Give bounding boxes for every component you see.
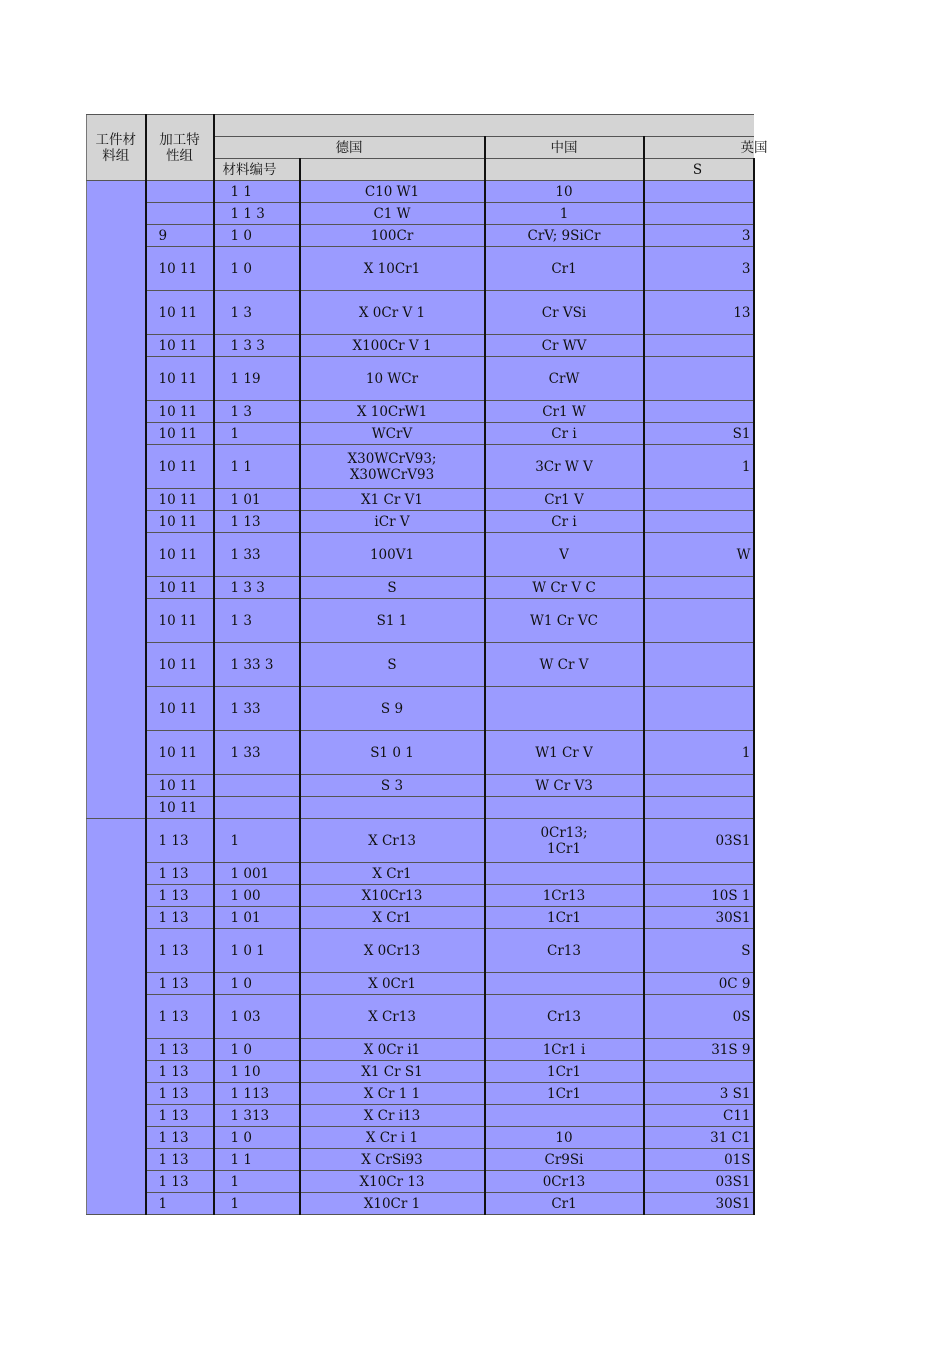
cell-c4: X 10Cr1 [300,247,485,291]
header-uk-grade: S [644,159,754,181]
cell-c4: S1 0 1 [300,731,485,775]
header-machining-group: 加工特 性组 [146,115,214,181]
cell-c3: 1 [214,819,300,863]
table-row [87,1171,754,1193]
cell-c6: S [644,929,754,973]
cell-c3: 1 0 [214,973,300,995]
cell-c3: 1 3 [214,291,300,335]
table-row [87,863,754,885]
cell-c3: 1 0 [214,247,300,291]
table-row [87,357,754,401]
cell-c2: 1 13 [146,1171,214,1193]
cell-c4: X 0Cr V 1 [300,291,485,335]
cell-c2: 10 11 [146,533,214,577]
cell-c3: 1 33 [214,533,300,577]
cell-c4: X 0Cr13 [300,929,485,973]
cell-c5: W Cr V [485,643,644,687]
table-row [87,533,754,577]
cell-c3 [214,797,300,819]
cell-c6: 0C 9 [644,973,754,995]
cell-c6: 10S 1 [644,885,754,907]
cell-c3: 1 313 [214,1105,300,1127]
cell-c4: iCr V [300,511,485,533]
table-row [87,1083,754,1105]
cell-c3: 1 [214,423,300,445]
cell-c2: 10 11 [146,599,214,643]
cell-c6: 03S1 [644,1171,754,1193]
cell-c3: 1 00 [214,885,300,907]
cell-c6 [644,401,754,423]
cell-c2: 10 11 [146,401,214,423]
cell-c5: 0Cr13; 1Cr1 [485,819,644,863]
cell-c5 [485,973,644,995]
cell-c2: 1 13 [146,863,214,885]
cell-c4: X10Cr 13 [300,1171,485,1193]
cell-c6: 1 [644,731,754,775]
cell-c4: X10Cr 1 [300,1193,485,1215]
cell-c4: X Cr1 [300,863,485,885]
cell-c4: X CrSi93 [300,1149,485,1171]
cell-c3: 1 01 [214,907,300,929]
cell-c5: Cr1 W [485,401,644,423]
cell-c5: 10 [485,181,644,203]
table-row [87,489,754,511]
cell-c3: 1 1 3 [214,203,300,225]
table-row [87,1105,754,1127]
cell-c2: 10 11 [146,247,214,291]
table-row [87,973,754,995]
cell-c2: 10 11 [146,577,214,599]
cell-c6 [644,1061,754,1083]
cell-c5: CrV; 9SiCr [485,225,644,247]
header-material-number: 材料编号 [214,159,300,181]
cell-c3: 1 33 [214,731,300,775]
cell-c5: 10 [485,1127,644,1149]
cell-c4: 10 WCr [300,357,485,401]
cell-c2: 1 13 [146,819,214,863]
cell-c4: X Cr1 [300,907,485,929]
table-row [87,731,754,775]
cell-c5: 1Cr1 [485,907,644,929]
cell-c5: CrW [485,357,644,401]
table-row [87,291,754,335]
material-group-cell [87,819,146,1215]
cell-c6 [644,511,754,533]
cell-c2: 9 [146,225,214,247]
table-row [87,445,754,489]
cell-c4: 100V1 [300,533,485,577]
cell-c5: Cr13 [485,995,644,1039]
cell-c6: W [644,533,754,577]
cell-c5: W Cr V C [485,577,644,599]
header-row-top [87,115,754,137]
cell-c2: 1 13 [146,973,214,995]
material-group-cell [87,181,146,819]
cell-c5: 1 [485,203,644,225]
cell-c3: 1 3 3 [214,335,300,357]
cell-c5: W1 Cr VC [485,599,644,643]
cell-c5: 1Cr1 i [485,1039,644,1061]
cell-c3: 1 1 [214,181,300,203]
cell-c6: 03S1 [644,819,754,863]
cell-c6: 3 [644,225,754,247]
cell-c2: 1 13 [146,1039,214,1061]
cell-c3: 1 3 3 [214,577,300,599]
cell-c5: Cr1 [485,247,644,291]
cell-c6 [644,775,754,797]
cell-c2: 10 11 [146,291,214,335]
cell-c5: 1Cr13 [485,885,644,907]
cell-c6: 3 [644,247,754,291]
cell-c4: X Cr13 [300,819,485,863]
cell-c6 [644,643,754,687]
cell-c5: Cr i [485,511,644,533]
cell-c5: W Cr V3 [485,775,644,797]
cell-c4: X1 Cr S1 [300,1061,485,1083]
cell-c2: 1 13 [146,1083,214,1105]
cell-c4: X 0Cr i1 [300,1039,485,1061]
table-row [87,885,754,907]
table-row [87,247,754,291]
cell-c4: S [300,643,485,687]
cell-c5: 1Cr1 [485,1061,644,1083]
cell-c5: Cr i [485,423,644,445]
cell-c5: 0Cr13 [485,1171,644,1193]
header-uk: 英国 [644,137,754,159]
cell-c2: 10 11 [146,445,214,489]
material-table [86,114,768,1215]
cell-c2: 10 11 [146,775,214,797]
table-row [87,929,754,973]
table-row [87,775,754,797]
cell-c2: 10 11 [146,423,214,445]
cell-c3: 1 10 [214,1061,300,1083]
cell-c5: Cr13 [485,929,644,973]
cell-c6 [644,181,754,203]
cell-c2: 10 11 [146,357,214,401]
cell-c3: 1 03 [214,995,300,1039]
header-germany-grade [300,159,485,181]
cell-c3: 1 3 [214,599,300,643]
cell-c5 [485,1105,644,1127]
header-standard-blank [214,115,754,137]
cell-c2: 10 11 [146,335,214,357]
table-row [87,819,754,863]
material-comparison-sheet [86,114,768,1215]
cell-c4: S1 1 [300,599,485,643]
cell-c2: 1 13 [146,1127,214,1149]
cell-c2: 1 [146,1193,214,1215]
cell-c4: C10 W1 [300,181,485,203]
table-row [87,1149,754,1171]
header-material-group: 工件材 料组 [87,115,146,181]
cell-c6: 3 S1 [644,1083,754,1105]
cell-c3: 1 01 [214,489,300,511]
cell-c5: V [485,533,644,577]
cell-c3: 1 0 [214,1127,300,1149]
cell-c4: X Cr 1 1 [300,1083,485,1105]
cell-c4 [300,797,485,819]
table-row [87,995,754,1039]
cell-c6 [644,335,754,357]
cell-c4: 100Cr [300,225,485,247]
cell-c4: X Cr13 [300,995,485,1039]
cell-c2: 10 11 [146,489,214,511]
table-row [87,181,754,203]
cell-c6 [644,797,754,819]
cell-c4: C1 W [300,203,485,225]
cell-c4: X 10CrW1 [300,401,485,423]
cell-c6 [644,489,754,511]
cell-c4: X100Cr V 1 [300,335,485,357]
cell-c6: 1 [644,445,754,489]
cell-c6 [644,599,754,643]
table-row [87,797,754,819]
cell-c6 [644,203,754,225]
cell-c5 [485,797,644,819]
cell-c2: 1 13 [146,907,214,929]
cell-c2: 1 13 [146,885,214,907]
cell-c3: 1 001 [214,863,300,885]
cell-c6 [644,577,754,599]
table-row [87,599,754,643]
cell-c3: 1 1 [214,1149,300,1171]
cell-c6: 31S 9 [644,1039,754,1061]
table-row [87,687,754,731]
table-row [87,225,754,247]
cell-c2: 1 13 [146,1105,214,1127]
cell-c3: 1 0 [214,225,300,247]
cell-c2: 10 11 [146,511,214,533]
cell-c6: 0S [644,995,754,1039]
cell-c4: X10Cr13 [300,885,485,907]
cell-c6: 01S [644,1149,754,1171]
cell-c3 [214,775,300,797]
header-china: 中国 [485,137,644,159]
cell-c2: 10 11 [146,643,214,687]
table-row [87,401,754,423]
table-row [87,1039,754,1061]
cell-c6: 13 [644,291,754,335]
cell-c6 [644,357,754,401]
cell-c6: S1 [644,423,754,445]
cell-c4: X30WCrV93; X30WCrV93 [300,445,485,489]
cell-c5: W1 Cr V [485,731,644,775]
cell-c5: Cr1 V [485,489,644,511]
cell-c2 [146,181,214,203]
cell-c2: 1 13 [146,1061,214,1083]
cell-c2: 1 13 [146,929,214,973]
cell-c2: 10 11 [146,687,214,731]
table-row [87,643,754,687]
cell-c4: S 9 [300,687,485,731]
header-germany: 德国 [214,137,485,159]
cell-c4: S 3 [300,775,485,797]
cell-c2: 10 11 [146,731,214,775]
table-row [87,1193,754,1215]
cell-c5: 1Cr1 [485,1083,644,1105]
table-row [87,511,754,533]
table-row [87,907,754,929]
table-row [87,203,754,225]
cell-c3: 1 0 [214,1039,300,1061]
cell-c4: X1 Cr V1 [300,489,485,511]
cell-c6: 31 C1 [644,1127,754,1149]
cell-c5 [485,863,644,885]
cell-c4: WCrV [300,423,485,445]
cell-c5: Cr VSi [485,291,644,335]
table-row [87,1127,754,1149]
cell-c6 [644,687,754,731]
cell-c4: S [300,577,485,599]
cell-c5: 3Cr W V [485,445,644,489]
cell-c3: 1 13 [214,511,300,533]
cell-c6 [644,863,754,885]
cell-c6: 30S1 [644,1193,754,1215]
cell-c3: 1 19 [214,357,300,401]
cell-c3: 1 33 3 [214,643,300,687]
cell-c3: 1 [214,1171,300,1193]
table-row [87,335,754,357]
cell-c3: 1 113 [214,1083,300,1105]
cell-c4: X Cr i 1 [300,1127,485,1149]
cell-c4: X 0Cr1 [300,973,485,995]
cell-c5: Cr9Si [485,1149,644,1171]
table-row [87,423,754,445]
cell-c3: 1 [214,1193,300,1215]
cell-c2: 1 13 [146,1149,214,1171]
cell-c5 [485,687,644,731]
cell-c2: 1 13 [146,995,214,1039]
cell-c3: 1 1 [214,445,300,489]
cell-c6: C11 [644,1105,754,1127]
cell-c3: 1 3 [214,401,300,423]
table-row [87,577,754,599]
cell-c3: 1 33 [214,687,300,731]
cell-c4: X Cr i13 [300,1105,485,1127]
cell-c6: 30S1 [644,907,754,929]
header-china-grade [485,159,644,181]
table-row [87,1061,754,1083]
cell-c2 [146,203,214,225]
cell-c5: Cr WV [485,335,644,357]
cell-c3: 1 0 1 [214,929,300,973]
cell-c5: Cr1 [485,1193,644,1215]
cell-c2: 10 11 [146,797,214,819]
